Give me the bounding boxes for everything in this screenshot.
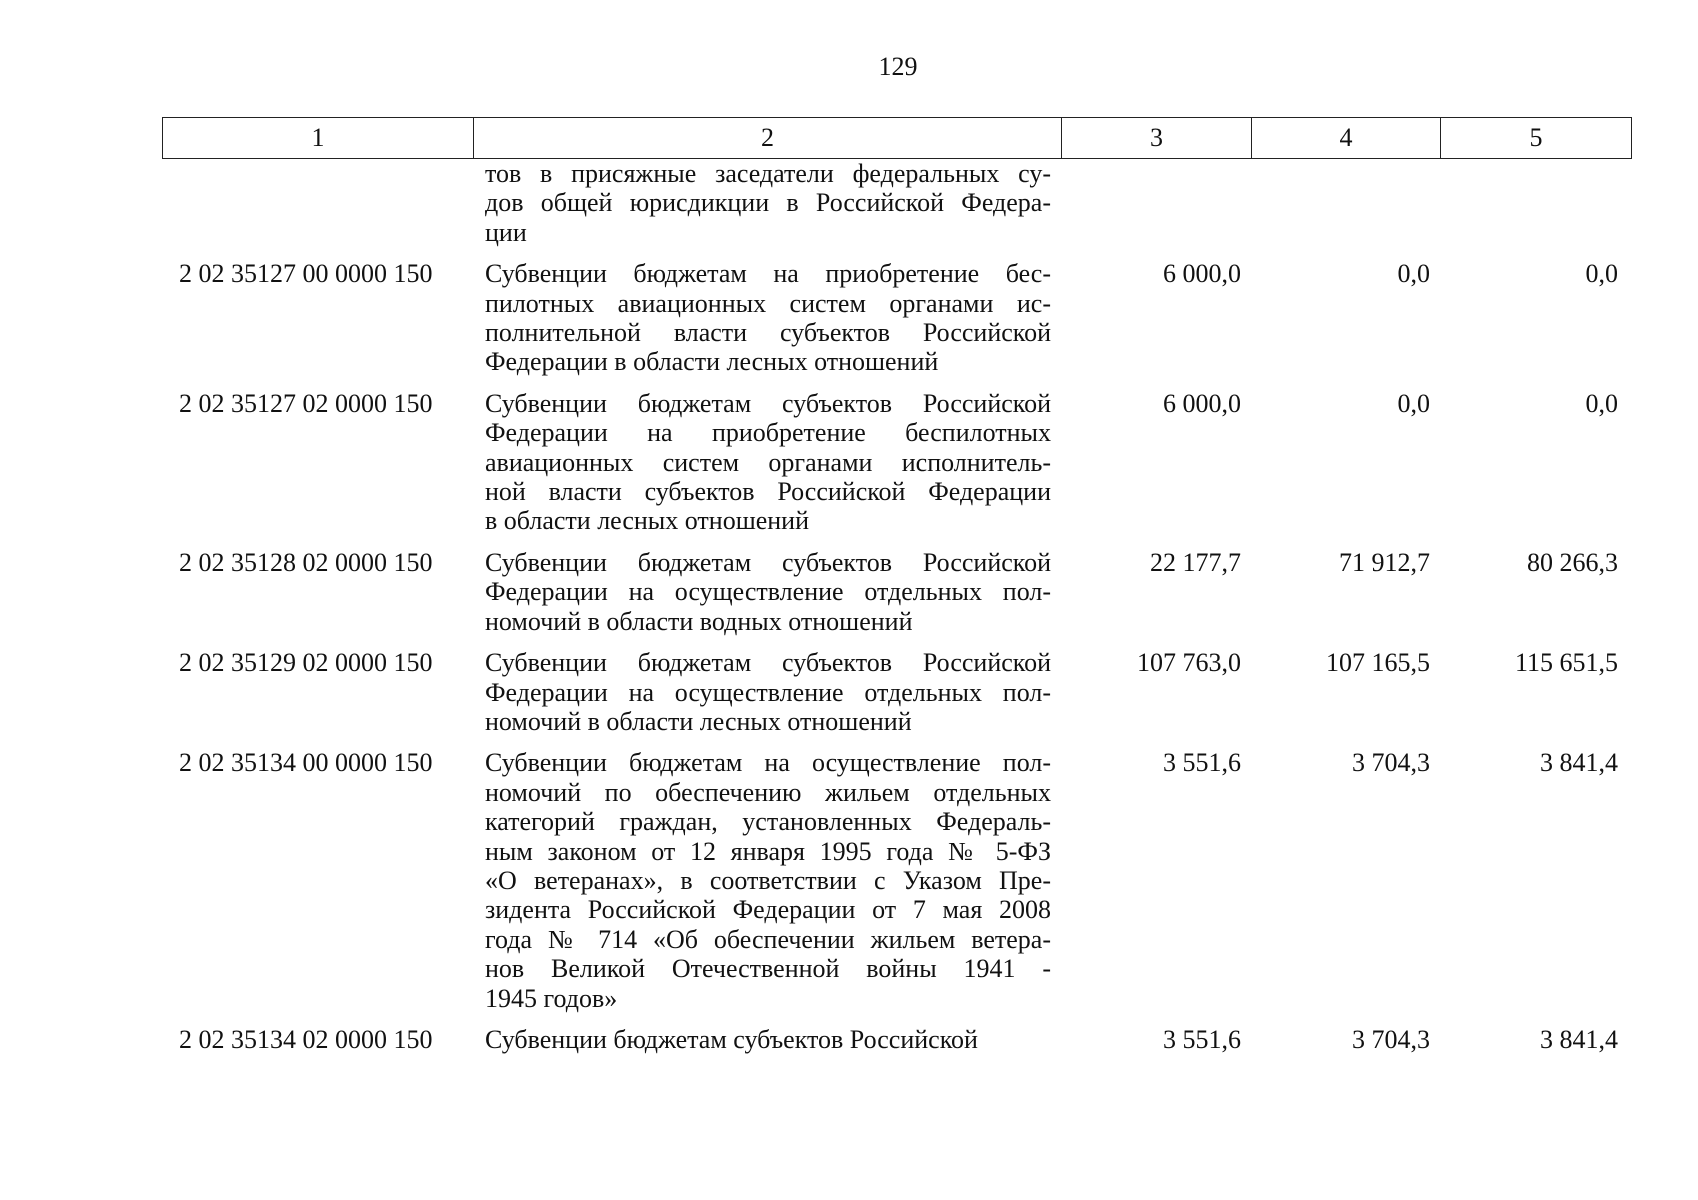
cell-value-col-4: 71 912,7 [1339, 547, 1430, 577]
cell-value-col-3: 6 000,0 [1163, 259, 1241, 289]
cell-name-line: Субвенции бюджетам субъектов Российской [485, 1024, 978, 1054]
cell-name-line: «О ветеранах», в соответствии с Указом Пре- [485, 865, 1051, 895]
cell-name-line: номочий в области водных отношений [485, 606, 913, 636]
cell-value-col-4: 107 165,5 [1326, 648, 1430, 678]
cell-name-line: полнительной власти субъектов Российской [485, 318, 1051, 348]
cell-value-col-3: 3 551,6 [1163, 1024, 1241, 1054]
cell-name-line: Субвенции бюджетам на осуществление пол- [485, 748, 1051, 778]
cell-name-line: Федерации на осуществление отдельных пол- [485, 577, 1051, 607]
cell-name-line: нов Великой Отечественной войны 1941 - [485, 954, 1051, 984]
cell-code: 2 02 35127 02 0000 150 [179, 388, 433, 418]
cell-code: 2 02 35134 02 0000 150 [179, 1024, 433, 1054]
cell-name [473, 548, 1061, 636]
table-row [162, 648, 1632, 736]
cell-name-line: Федерации в области лесных отношений [485, 347, 939, 377]
cell-value-col-3 [1061, 159, 1251, 247]
cell-name [473, 259, 1061, 377]
table-header-row [162, 117, 1632, 159]
cell-name-line: ным законом от 12 января 1995 года № 5-ФЗ [485, 836, 1051, 866]
cell-value-col-5: 80 266,3 [1527, 547, 1618, 577]
cell-value-col-5: 0,0 [1585, 259, 1618, 289]
cell-value-col-4: 0,0 [1397, 259, 1430, 289]
cell-value-col-5: 115 651,5 [1514, 648, 1618, 678]
table-row [162, 159, 1632, 247]
cell-name-line: пилотных авиационных систем органами ис- [485, 288, 1051, 318]
cell-name-line: номочий по обеспечению жильем отдельных [485, 777, 1051, 807]
cell-name-line: Субвенции бюджетам субъектов Российской [485, 547, 1051, 577]
cell-code [162, 159, 473, 247]
cell-value-col-4: 3 704,3 [1352, 1024, 1430, 1054]
cell-name-line: года № 714 «Об обеспечении жильем ветера- [485, 924, 1051, 954]
header-col-2: 2 [474, 118, 1062, 158]
cell-code: 2 02 35134 00 0000 150 [179, 748, 433, 778]
cell-value-col-3: 6 000,0 [1163, 388, 1241, 418]
cell-value-col-4: 3 704,3 [1352, 748, 1430, 778]
cell-value-col-3: 22 177,7 [1150, 547, 1241, 577]
cell-value-col-3: 107 763,0 [1137, 648, 1241, 678]
table-body [162, 159, 1632, 1066]
cell-name [473, 159, 1061, 247]
table-row [162, 1025, 1632, 1054]
cell-code: 2 02 35128 02 0000 150 [179, 547, 433, 577]
cell-value-col-3: 3 551,6 [1163, 748, 1241, 778]
cell-name-line: Субвенции бюджетам субъектов Российской [485, 648, 1051, 678]
header-col-3: 3 [1062, 118, 1252, 158]
cell-value-col-5: 3 841,4 [1540, 1024, 1618, 1054]
header-col-4: 4 [1252, 118, 1441, 158]
cell-name-line: Субвенции бюджетам на приобретение бес- [485, 259, 1051, 289]
cell-name-line: дов общей юрисдикции в Российской Федера- [485, 188, 1051, 218]
table-row [162, 259, 1632, 377]
cell-name-line: ции [485, 217, 527, 247]
cell-name-line: Федерации на осуществление отдельных пол- [485, 677, 1051, 707]
cell-name [473, 1025, 1061, 1054]
cell-value-col-5 [1440, 159, 1630, 247]
cell-name-line: 1945 годов» [485, 983, 618, 1013]
cell-value-col-4 [1251, 159, 1440, 247]
header-col-1: 1 [163, 118, 474, 158]
cell-name-line: категорий граждан, установленных Федераль- [485, 807, 1051, 837]
cell-name-line: номочий в области лесных отношений [485, 706, 912, 736]
cell-name [473, 748, 1061, 1013]
table-row [162, 389, 1632, 536]
cell-value-col-5: 0,0 [1585, 388, 1618, 418]
cell-name-line: зидента Российской Федерации от 7 мая 2008 [485, 895, 1051, 925]
cell-name-line: в области лесных отношений [485, 506, 810, 536]
table-row [162, 748, 1632, 1013]
cell-code: 2 02 35127 00 0000 150 [179, 259, 433, 289]
cell-name [473, 648, 1061, 736]
cell-name-line: Федерации на приобретение беспилотных [485, 418, 1051, 448]
cell-name-line: Субвенции бюджетам субъектов Российской [485, 388, 1051, 418]
cell-name [473, 389, 1061, 536]
page-number: 129 [878, 52, 918, 81]
cell-name-line: тов в присяжные заседатели федеральных су- [485, 159, 1051, 188]
cell-name-line: авиационных систем органами исполнитель- [485, 447, 1051, 477]
cell-value-col-5: 3 841,4 [1540, 748, 1618, 778]
header-col-5: 5 [1529, 123, 1543, 152]
table-row [162, 548, 1632, 636]
cell-code: 2 02 35129 02 0000 150 [179, 648, 433, 678]
cell-name-line: ной власти субъектов Российской Федерации [485, 477, 1051, 507]
cell-value-col-4: 0,0 [1397, 388, 1430, 418]
